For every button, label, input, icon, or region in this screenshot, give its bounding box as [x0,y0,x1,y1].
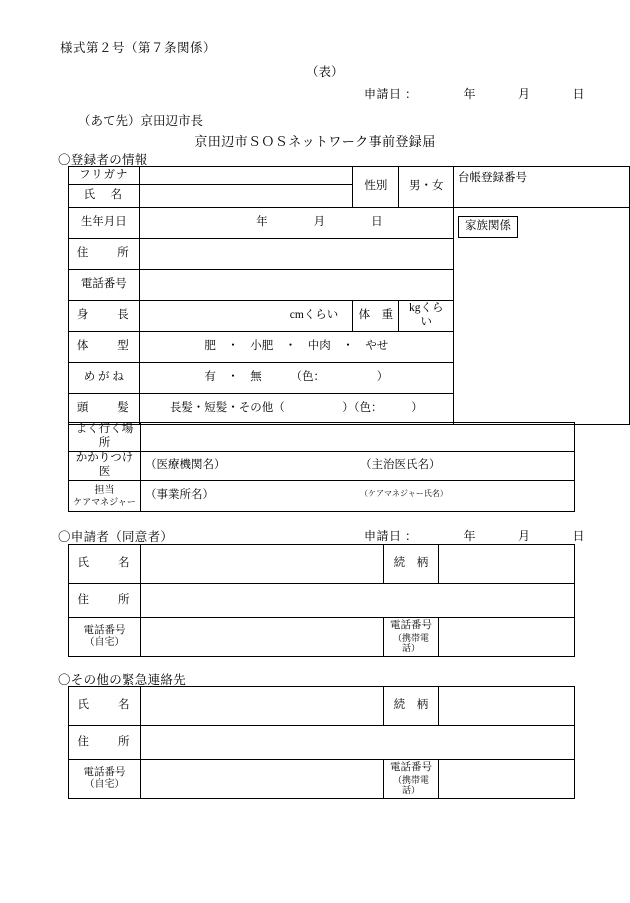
phone-label: 電話番号 [69,270,140,301]
height-value[interactable] [139,301,353,332]
applicant-home-tel-label-line1: 電話番号 [83,624,126,636]
attending-doctor-label: （主治医氏名） [360,459,441,472]
emergency-contact-table [68,686,575,799]
table-row [69,481,575,512]
emergency-name-value[interactable] [141,687,384,726]
phone-value[interactable] [139,270,453,301]
sex-value[interactable]: 男・女 [399,167,454,208]
applicant-address-value[interactable] [141,584,575,618]
table-row [69,423,575,452]
address-value[interactable] [139,239,453,270]
section-heading-emergency: 〇その他の緊急連絡先 [58,673,187,687]
birthdate-label: 生年月日 [69,208,140,239]
build-label: 体 型 [69,332,140,363]
furigana-label: フリガナ [69,167,140,185]
table-row [69,618,575,657]
medical-institution-label: （医療機関名） [145,459,226,472]
applicant-name-value[interactable] [141,545,384,584]
registrant-info-table [68,166,630,425]
table-row [69,726,575,760]
name-value[interactable] [139,185,353,208]
birth-year-label: 年 [256,216,268,229]
care-manager-value[interactable] [141,481,575,512]
day-label-top: 日 [572,87,586,101]
frequent-place-label: よく行く場所 [69,423,141,452]
sex-label: 性別 [353,167,399,208]
emergency-address-value[interactable] [141,726,575,760]
year-label-top: 年 [463,87,477,101]
weight-label: 体 重 [353,301,399,332]
application-date-top [364,85,585,102]
applicant-home-tel-label [69,618,141,657]
applicant-home-tel-label-line2: （自宅） [84,637,125,649]
address-label: 住 所 [69,239,140,270]
registrant-extra-table [68,422,575,512]
applicant-table [68,544,575,657]
table-row [69,167,630,185]
care-manager-label-line1: 担当 [94,484,115,496]
family-relation-box: 家族関係 [458,216,518,238]
ledger-number-label: 台帳登録番号 [454,167,630,208]
care-manager-name-label: （ケアマネジャー氏名） [360,489,448,499]
table-row [69,545,575,584]
hair-value[interactable]: 長髪・短髪・その他（ ）（色： ） [139,394,453,425]
section-heading-registrant: 〇登録者の情報 [58,153,148,167]
family-relation-cell[interactable] [454,208,630,425]
applicant-mobile-tel-label-line2: （携帯電話） [392,632,429,654]
table-row [69,208,630,239]
weight-value[interactable] [399,301,454,332]
care-manager-label [69,481,141,512]
care-manager-label-line2: ケアマネジャー [73,496,136,507]
application-date-label-top: 申請日 ： [364,87,418,101]
emergency-home-tel-label [69,760,141,799]
family-doctor-value[interactable] [141,452,575,481]
table-row [69,584,575,618]
applicant-relation-label: 続 柄 [384,545,439,584]
furigana-value[interactable] [139,167,353,185]
hair-label: 頭 髪 [69,394,140,425]
document-title: 京田辺市ＳＯＳネットワーク事前登録届 [194,134,436,149]
emergency-home-tel-label-line1: 電話番号 [83,766,126,778]
emergency-relation-value[interactable] [439,687,575,726]
birthdate-value[interactable] [139,208,453,239]
applicant-address-label: 住 所 [69,584,141,618]
emergency-home-tel-label-line2: （自宅） [84,779,125,791]
front-side-marker: （表） [306,65,344,79]
year-label-mid: 年 [463,529,477,543]
birth-day-label: 日 [371,216,383,229]
form-number: 様式第２号（第７条関係） [60,41,217,55]
emergency-mobile-tel-label [384,760,439,799]
height-unit: cmくらい [289,309,339,322]
day-label-mid: 日 [572,529,586,543]
applicant-mobile-tel-label-line1: 電話番号 [390,619,432,631]
emergency-address-label: 住 所 [69,726,141,760]
table-row [69,760,575,799]
applicant-relation-value[interactable] [439,545,575,584]
table-row [69,687,575,726]
emergency-home-tel-value[interactable] [141,760,384,799]
month-label-mid: 月 [518,529,531,543]
glasses-label: め が ね [69,363,140,394]
emergency-mobile-tel-value[interactable] [439,760,575,799]
glasses-value[interactable]: 有 ・ 無 （色： ） [139,363,453,394]
name-label: 氏 名 [69,185,140,208]
applicant-mobile-tel-label [384,618,439,657]
month-label-top: 月 [518,87,531,101]
emergency-mobile-tel-label-line1: 電話番号 [390,761,432,773]
applicant-mobile-tel-value[interactable] [439,618,575,657]
addressee: （あて先）京田辺市長 [78,114,204,128]
build-value[interactable]: 肥 ・ 小肥 ・ 中肉 ・ やせ [139,332,453,363]
weight-unit: kgくらい [408,302,444,328]
section-heading-applicant: 〇申請者（同意者） [58,530,174,544]
emergency-mobile-tel-label-line2: （携帯電話） [392,774,429,796]
emergency-relation-label: 続 柄 [384,687,439,726]
applicant-name-label: 氏 名 [69,545,141,584]
emergency-name-label: 氏 名 [69,687,141,726]
height-label: 身 長 [69,301,140,332]
application-date-label-mid: 申請日 ： [364,529,418,543]
applicant-home-tel-value[interactable] [141,618,384,657]
frequent-place-value[interactable] [141,423,575,452]
table-row [69,452,575,481]
family-doctor-label: かかりつけ医 [69,452,141,481]
birth-month-label: 月 [313,216,326,229]
application-date-mid [364,527,585,544]
care-office-label: （事業所名） [145,489,214,502]
